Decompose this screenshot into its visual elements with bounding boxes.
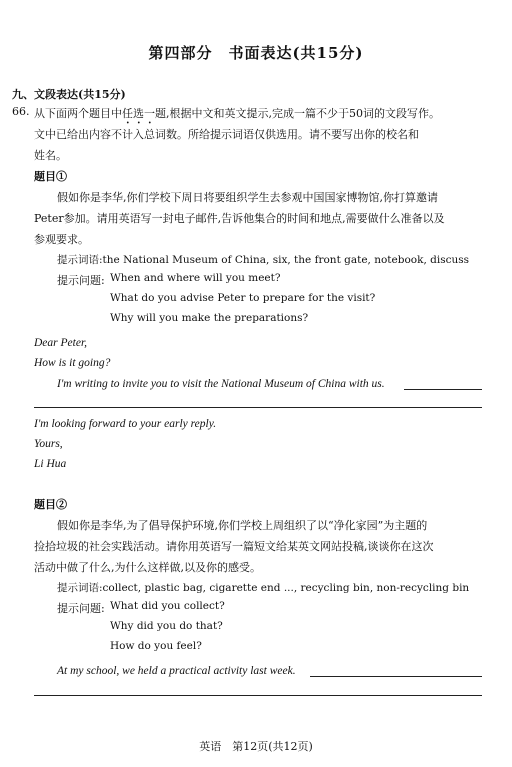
topic1-hint-words: 提示词语:the National Museum of China, six, the front gate, notebook, discuss xyxy=(57,254,470,266)
email-opening: I'm writing to invite you to visit the National Museum of China with us. xyxy=(57,378,385,390)
answer-line xyxy=(404,389,482,390)
page-title: 第四部分 书面表达(共15分) xyxy=(148,44,364,62)
answer-line xyxy=(34,695,482,696)
page-footer: 英语 第12页(共12页) xyxy=(199,740,313,753)
question-instruction-line3: 姓名。 xyxy=(34,149,67,162)
email-greeting: How is it going? xyxy=(34,357,111,369)
topic1-heading: 题目① xyxy=(34,170,67,183)
topic2-question-3: How do you feel? xyxy=(110,640,202,652)
emphasized-text: 任选一 xyxy=(122,107,155,120)
topic2-heading: 题目② xyxy=(34,498,67,511)
email-salutation: Dear Peter, xyxy=(34,337,88,349)
topic1-question-3: Why will you make the preparations? xyxy=(110,312,309,324)
topic2-para-line3: 活动中做了什么,为什么这样做,以及你的感受。 xyxy=(34,561,261,574)
topic1-para-line3: 参观要求。 xyxy=(34,233,89,246)
topic2-para-line2: 捡拾垃圾的社会实践活动。请你用英语写一篇短文给某英文网站投稿,谈谈你在这次 xyxy=(34,540,434,553)
email-closing: I'm looking forward to your early reply. xyxy=(34,418,217,430)
topic1-question-1: When and where will you meet? xyxy=(110,272,281,284)
essay-opening: At my school, we held a practical activity last week. xyxy=(57,665,296,677)
topic2-hint-label: 提示问题: xyxy=(57,602,105,615)
topic1-para-line1: 假如你是李华,你们学校下周日将要组织学生去参观中国国家博物馆,你打算邀请 xyxy=(57,191,438,204)
topic2-hint-words: 提示词语:collect, plastic bag, cigarette end ..., recycling bin, non-recycling bin xyxy=(57,582,470,594)
section-heading: 九、文段表达(共15分) xyxy=(12,88,126,101)
topic1-hint-label: 提示问题: xyxy=(57,274,105,287)
question-number: 66. xyxy=(12,105,30,118)
question-instruction-line2: 文中已给出内容不计入总词数。所给提示词语仅供选用。请不要写出你的校名和 xyxy=(34,128,419,141)
answer-line xyxy=(34,407,482,408)
topic2-question-1: What did you collect? xyxy=(110,600,225,612)
email-sign-off: Yours, xyxy=(34,438,63,450)
topic2-para-line1: 假如你是李华,为了倡导保护环境,你们学校上周组织了以“净化家园”为主题的 xyxy=(57,519,428,532)
email-signature: Li Hua xyxy=(34,458,67,470)
topic2-question-2: Why did you do that? xyxy=(110,620,223,632)
topic1-para-line2: Peter参加。请用英语写一封电子邮件,告诉他集合的时间和地点,需要做什么准备以及 xyxy=(34,212,445,225)
answer-line xyxy=(310,676,482,677)
topic1-question-2: What do you advise Peter to prepare for the visit? xyxy=(110,292,376,304)
question-instruction-line1: 从下面两个题目中任选一题,根据中文和英文提示,完成一篇不少于50词的文段写作。 xyxy=(34,107,440,120)
